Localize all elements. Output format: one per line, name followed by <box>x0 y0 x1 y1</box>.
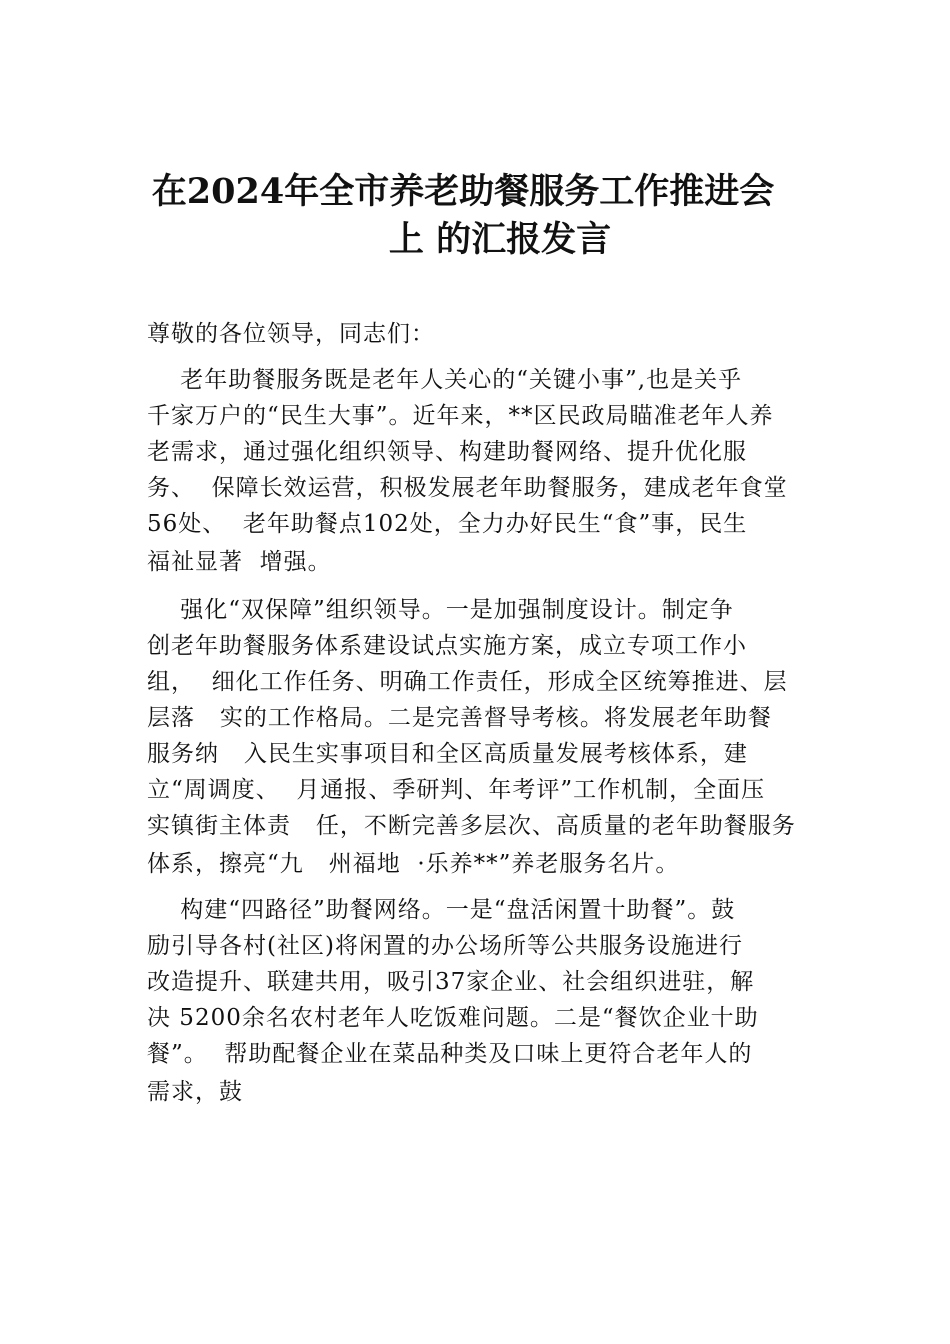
paragraph-2-line: 组， 细化工作任务、明确工作责任，形成全区统筹推进、层 <box>147 669 788 695</box>
paragraph-1-line: 福祉显著 增强。 <box>147 549 332 575</box>
salutation: 尊敬的各位领导，同志们： <box>147 321 435 347</box>
paragraph-1-line: 老需求，通过强化组织领导、构建助餐网络、提升优化服 <box>147 439 747 465</box>
paragraph-3-line: 决 5200余名农村老年人吃饭难问题。二是“餐饮企业十助 <box>147 1005 759 1031</box>
paragraph-1-line: 老年助餐服务既是老年人关心的“关键小事”,也是关乎 <box>147 367 743 393</box>
paragraph-3-line: 构建“四路径”助餐网络。一是“盘活闲置十助餐”。鼓 <box>147 897 736 923</box>
paragraph-2-line: 立“周调度、 月通报、季研判、年考评”工作机制，全面压 <box>147 777 766 803</box>
document-title-line-2: 上 的汇报发言 <box>388 219 612 260</box>
paragraph-3-line: 需求，鼓 <box>147 1079 243 1105</box>
paragraph-1-line: 56处、 老年助餐点102处，全力办好民生“食”事，民生 <box>147 511 748 537</box>
paragraph-2-line: 创老年助餐服务体系建设试点实施方案，成立专项工作小 <box>147 633 747 659</box>
paragraph-2-line: 强化“双保障”组织领导。一是加强制度设计。制定争 <box>147 597 734 623</box>
paragraph-2-line: 服务纳 入民生实事项目和全区高质量发展考核体系，建 <box>147 741 748 767</box>
paragraph-1-line: 务、 保障长效运营，积极发展老年助餐服务，建成老年食堂 <box>147 475 788 501</box>
paragraph-2-line: 实镇街主体责 任，不断完善多层次、高质量的老年助餐服务 <box>147 813 796 839</box>
paragraph-2-line: 体系，擦亮“九 州福地 ·乐养**”养老服务名片。 <box>147 851 680 877</box>
paragraph-3-line: 餐”。 帮助配餐企业在菜品种类及口味上更符合老年人的 <box>147 1041 753 1067</box>
paragraph-3-line: 励引导各村(社区)将闲置的办公场所等公共服务设施进行 <box>147 933 743 959</box>
paragraph-1-line: 千家万户的“民生大事”。近年来，**区民政局瞄准老年人养 <box>147 403 774 429</box>
document-title-line-1: 在2024年全市养老助餐服务工作推进会 <box>151 171 775 212</box>
paragraph-3-line: 改造提升、联建共用，吸引37家企业、社会组织进驻，解 <box>147 969 755 995</box>
paragraph-2-line: 层落 实的工作格局。二是完善督导考核。将发展老年助餐 <box>147 705 772 731</box>
